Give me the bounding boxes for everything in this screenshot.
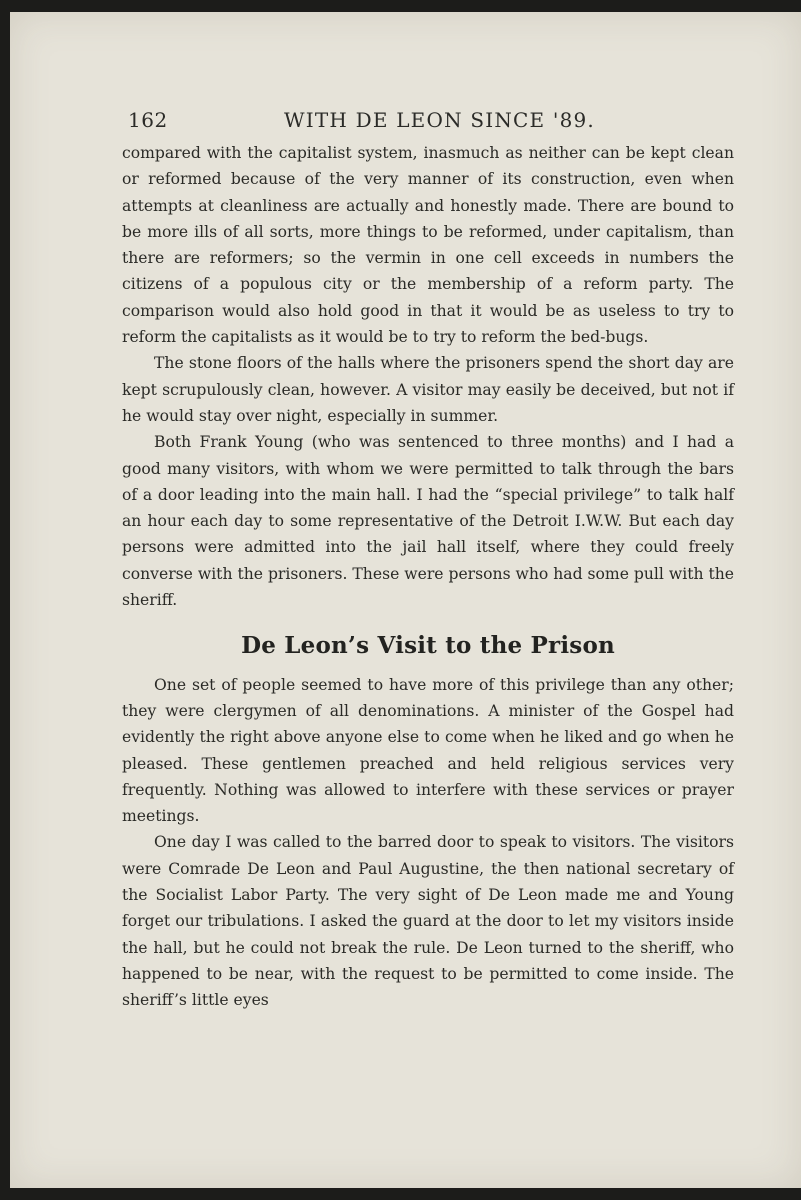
- paragraph: One day I was called to the barred door to speak to visitors. The visitors were Comrade De Leon and Paul Augustine, the then national secretary of the Socialist Labor Party. The very sight of De Leon made me and Young forget our tribulations. I asked the guard at the door to let my visitors inside the hall, but he could not break the rule. De Leon turned to the sheriff, who happened to be near, with the request to be permitted to come inside. The sheriff’s little eyes: [122, 833, 734, 1010]
- book-page: [10, 12, 801, 1188]
- body-text: [122, 140, 734, 1014]
- paragraph: compared with the capitalist system, inasmuch as neither can be kept clean or reformed because of the very manner of its construction, even when attempts at cleanliness are actually and honestly made. There are bound to be more ills of all sorts, more things to be reformed, under capitalism, than there are reformers; so the vermin in one cell exceeds in numbers the citizens of a populous city or the membership of a reform party. The comparison would also hold good in that it would be as useless to try to reform the capitalists as it would be to try to reform the bed-bugs.: [122, 144, 734, 347]
- paragraph: Both Frank Young (who was sentenced to three months) and I had a good many visitors, with whom we were permitted to talk through the bars of a door leading into the main hall. I had the “special privilege” to talk half an hour each day to some representative of the Detroit I.W.W. But each day persons were admitted into the jail hall itself, where they could freely converse with the prisoners. These were persons who had some pull with the sheriff.: [122, 433, 735, 610]
- paragraph: The stone floors of the halls where the prisoners spend the short day are kept scrupulously clean, however. A visitor may easily be deceived, but not if he would stay over night, especially in summer.: [122, 354, 734, 425]
- paragraph: One set of people seemed to have more of this privilege than any other; they were clergymen of all denominations. A minister of the Gospel had evidently the right above anyone else to come when he liked and go when he pleased. These gentlemen preached and held religious services very frequently. Nothing was allowed to interfere with these services or prayer meetings.: [122, 675, 734, 826]
- running-title: WITH DE LEON SINCE '89.: [284, 108, 595, 132]
- running-head: [114, 100, 734, 134]
- page-number: 162: [128, 108, 168, 132]
- section-heading: De Leon’s Visit to the Prison: [241, 632, 615, 660]
